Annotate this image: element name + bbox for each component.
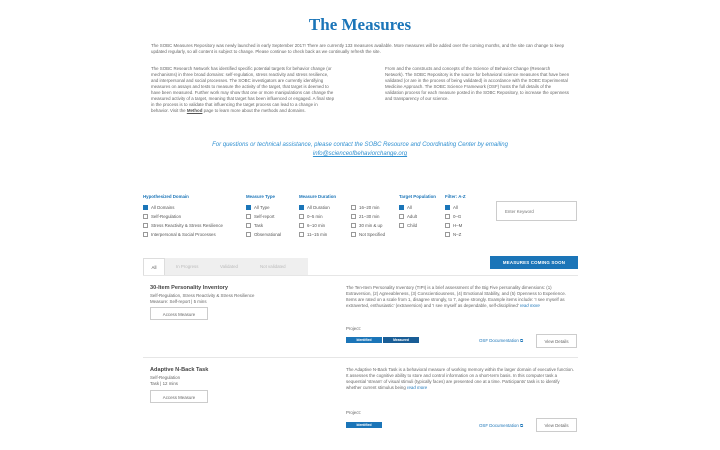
measure-title[interactable]: Adaptive N-Back Task [150,367,209,373]
checkbox[interactable] [143,214,148,219]
filter-option[interactable] [299,204,345,210]
measure-description [346,367,576,391]
filter-option[interactable] [399,222,436,228]
filter-option[interactable] [143,204,223,210]
filter-option[interactable] [143,213,223,219]
filter-option[interactable] [445,231,466,237]
filter-option[interactable] [143,231,223,237]
filter-option-label: 0–G [453,213,462,219]
info-left-end: page to learn more about the methods and domains. [203,108,306,113]
filter-option[interactable] [445,222,466,228]
view-details-button[interactable]: View Details [536,418,577,432]
filter-option-label: Self-report [254,213,275,219]
filter-option-label: Stress Reactivity & Stress Resilience [151,222,223,228]
checkbox[interactable] [399,205,404,210]
filter-option[interactable] [399,204,436,210]
checkbox[interactable] [351,214,356,219]
filter-duration [299,194,399,237]
measure-meta: Task | 12 mins [150,381,178,386]
measure-meta: Measure: Self-report | 5 mins [150,299,207,304]
keyword-search-input[interactable] [496,201,577,221]
filter-option-label: 16–20 min [359,204,380,210]
filter-option-label: N–Z [453,231,462,237]
filter-option[interactable] [299,213,345,219]
checkbox[interactable] [399,223,404,228]
filter-domain [143,194,223,237]
read-more-link[interactable]: read more [407,385,428,390]
filter-option[interactable] [399,213,436,219]
filter-option[interactable] [299,231,345,237]
osf-documentation-link[interactable] [479,338,523,343]
osf-documentation-link[interactable] [479,423,523,428]
measure-domains: Self-Regulation, Stress Reactivity & Stress Resilience [150,293,255,298]
checkbox[interactable] [445,223,450,228]
tab-not-validated[interactable]: Not validated [260,264,286,269]
info-column-left [151,66,336,114]
checkbox[interactable] [299,214,304,219]
status-badge: Measured [383,337,419,343]
filter-option[interactable] [445,204,466,210]
filter-az-title: Filter: A-Z [445,194,466,199]
filter-option-label: All [453,204,458,210]
status-badge: Identified [346,422,382,428]
filter-option-label: 30 min & up [359,222,383,228]
filter-option-label: All [407,204,412,210]
checkbox[interactable] [351,223,356,228]
filter-option[interactable] [351,231,399,237]
intro-text: The SOBC Measures Repository was newly launched in early September 2017! There are currently 133 measures available. More measures will be added over the coming months, and the site can change to keep updated regularly, so all content is subject to change. Please continue to check back as we continually refresh the site. [151,43,565,54]
filter-option-label: 11–15 min [307,231,328,237]
filter-option[interactable] [351,204,399,210]
filter-domain-title: Hypothesized Domain [143,194,189,199]
contact-note [120,141,600,159]
contact-email-link[interactable]: info@scienceofbehaviorchange.org [312,151,408,157]
filter-option-label: Task [254,222,264,228]
filter-option-label: Not Specified [359,231,386,237]
card-divider [143,357,578,358]
checkbox[interactable] [143,232,148,237]
external-link-icon: ⧉ [520,423,524,428]
filter-population-title: Target Population [399,194,436,199]
filter-option-label: Child [407,222,418,228]
osf-label: OSF Documentation [479,338,519,343]
filter-option-label: All Domains [151,204,175,210]
measure-description [346,285,576,309]
info-column-right: From and the constructs and concepts of the Science of Behavior Change (Research Network). The SOBC Repository is the source for behavioral science measures that have been validated (or are in the process of being validated) in accordance with the SOBC Experimental Medicine Approach. The SOBC Science Framework (OSF) hosts the full details of the validation process for each measure posted in the SOBC Repository, to increase the openness and transparency of our science. [385,66,570,101]
filter-option-label: Adult [407,213,418,219]
checkbox[interactable] [299,232,304,237]
filter-option-label: 21–30 min [359,213,380,219]
access-measure-button[interactable]: Access Measure [150,307,208,320]
checkbox[interactable] [143,223,148,228]
filter-option-label: 6–10 min [307,222,326,228]
contact-text: For questions or technical assistance, please contact the SOBC Resource and Coordinating Center by emailing [212,142,508,148]
measure-domains: Self-Regulation [150,375,181,380]
filter-option-label: H–M [453,222,463,228]
checkbox[interactable] [246,232,251,237]
checkbox[interactable] [246,205,251,210]
filter-option-label: 0–5 min [307,213,323,219]
filter-option[interactable] [299,222,345,228]
project-label: Project: [346,410,361,415]
checkbox[interactable] [445,205,450,210]
checkbox[interactable] [143,205,148,210]
filter-option[interactable] [246,222,281,228]
filter-option-label: All Type [254,204,270,210]
checkbox[interactable] [246,223,251,228]
osf-label: OSF Documentation [479,423,519,428]
status-tabs [143,258,308,276]
filter-type [246,194,281,237]
page-title: The Measures [308,15,412,34]
checkbox[interactable] [299,223,304,228]
filter-type-title: Measure Type [246,194,275,199]
measure-card [143,285,578,350]
filter-option[interactable] [445,213,466,219]
checkbox[interactable] [445,232,450,237]
checkbox[interactable] [246,214,251,219]
tab-divider [143,275,578,276]
filter-az [445,194,466,237]
measure-title[interactable]: 30-Item Personality Inventory [150,285,229,291]
filter-duration-title: Measure Duration [299,194,337,199]
read-more-link[interactable]: read more [519,303,540,308]
measure-description-text: The Adaptive N-Back Task is a behavioral measure of working memory within the larger domain of executive function. It assesses the cognitive ability to store and control information on a short-term basis. In this computer task a sequential 'stream' of visual stimuli (typically faces) are presented one at a time. Participants' task is to identify whether current stimulus being [346,367,574,390]
checkbox[interactable] [351,205,356,210]
filter-population [399,194,436,237]
info-left-text: The SOBC Research Network has identified specific potential targets for behavior change (or mechanisms) in three broad domains: self-regulation, stress reactivity and stress resilience, and interpersonal and social processes. The SOBC investigators are currently identifying measures on assays and tests to measure the activity of the target, that target is deemed to have been measured. Further work may show that one or more manipulations can change the measured activity of a target, meaning that target has been influenced or engaged. A final step in the process is to validate that influencing the target process can lead to a change in behavior. Visit the [151,66,335,113]
tab-all[interactable]: All [143,258,165,276]
checkbox[interactable] [399,214,404,219]
checkbox[interactable] [351,232,356,237]
checkbox[interactable] [299,205,304,210]
measure-description-text: The Ten-Item Personality Inventory (TIPI) is a brief assessment of the Big Five personality dimensions: (1) Extraversion, (2) Agreeableness, (3) Conscientiousness, (4) Emotional Stability, and (5) Openness to Experience. Items are rated on a scale from 1, disagree strongly, to 7, agree strongly. Example items include: 'I see myself as extraverted, enthusiastic' (extraversion) and 'I see myself as dependable, self-disciplined' [346,285,567,308]
view-details-button[interactable]: View Details [536,334,577,348]
filter-option[interactable] [143,222,223,228]
filter-option-label: Observational [254,231,282,237]
filter-option-label: Interpersonal & Social Processes [151,231,216,237]
filter-option[interactable] [246,204,281,210]
filter-option[interactable] [246,231,281,237]
filter-option-label: All Duration [307,204,330,210]
tab-validated[interactable]: Validated [220,264,238,269]
measure-card [143,367,578,437]
measures-coming-soon-button[interactable]: MEASURES COMING SOON [490,256,578,269]
tab-in-progress[interactable]: In Progress [176,264,199,269]
filter-option-label: Self-Regulation [151,213,182,219]
filter-option[interactable] [351,222,399,228]
filter-option[interactable] [351,213,399,219]
checkbox[interactable] [445,214,450,219]
project-label: Project: [346,326,361,331]
status-badge: Identified [346,337,382,343]
access-measure-button[interactable]: Access Measure [150,390,208,403]
filter-option[interactable] [246,213,281,219]
external-link-icon: ⧉ [520,338,524,343]
method-link[interactable]: Method [186,108,203,113]
